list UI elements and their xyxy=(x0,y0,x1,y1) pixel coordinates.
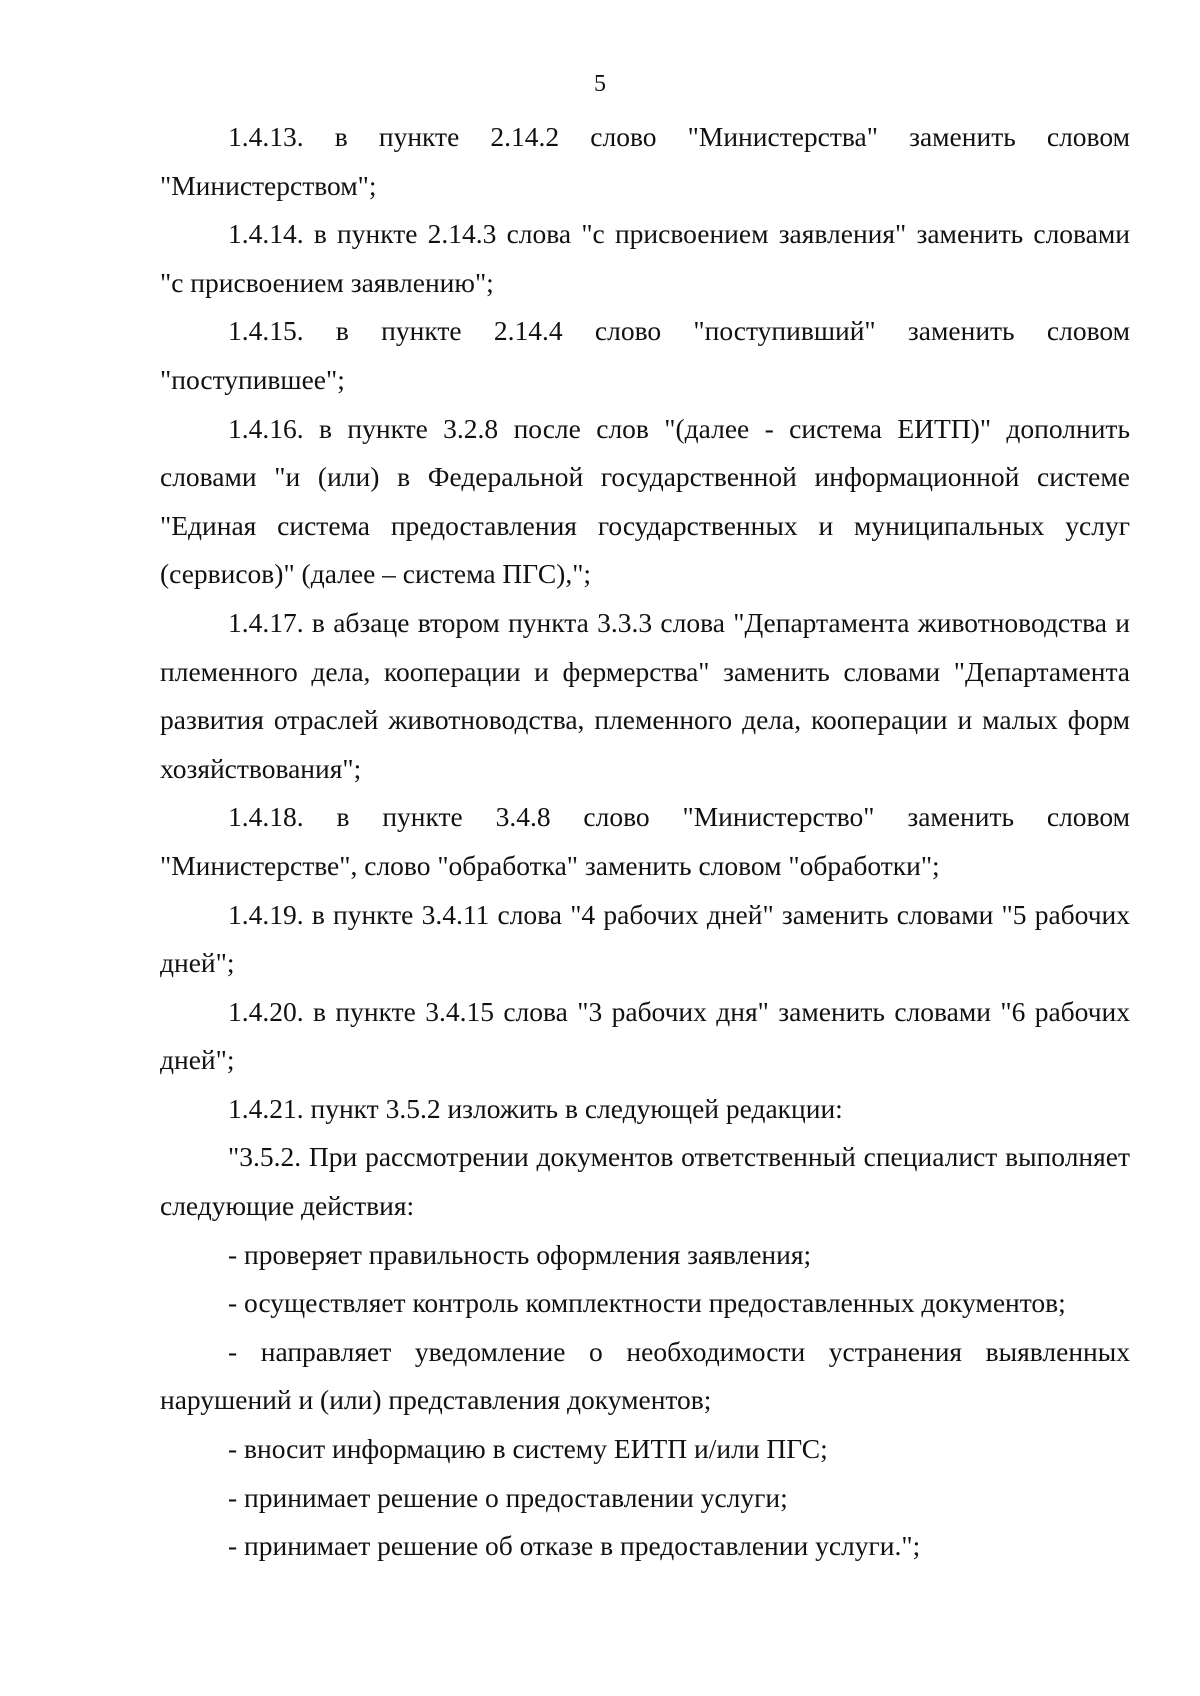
paragraph-1-4-17: 1.4.17. в абзаце втором пункта 3.3.3 слова "Департамента животноводства и племенного дела, кооперации и фермерства" заменить словами "Департамента развития отраслей животноводства, племенного дела, кооперации и малых форм хозяйствования"; xyxy=(160,606,1130,784)
paragraph-1-4-14: 1.4.14. в пункте 2.14.3 слова "с присвоением заявления" заменить словами "с присвоением заявлению"; xyxy=(160,218,1130,298)
page-number: 5 xyxy=(594,71,606,97)
document-body xyxy=(160,113,1130,1571)
paragraph-3-5-2: "3.5.2. При рассмотрении документов ответственный специалист выполняет следующие действия: xyxy=(160,1141,1130,1222)
paragraph-1-4-16: 1.4.16. в пункте 3.2.8 после слов "(далее - система ЕИТП)" дополнить словами "и (или) в Федеральной государственной информационной системе "Единая система предоставления государственных и муниципальных услуг (сервисов)" (далее – система ПГС),"; xyxy=(160,412,1130,590)
paragraph-1-4-21: 1.4.21. пункт 3.5.2 изложить в следующей редакции: xyxy=(228,1092,843,1124)
paragraph-1-4-13: 1.4.13. в пункте 2.14.2 слово "Министерства" заменить словом "Министерством"; xyxy=(160,121,1130,201)
paragraph-1-4-19: 1.4.19. в пункте 3.4.11 слова "4 рабочих дней" заменить словами "5 рабочих дней"; xyxy=(160,898,1130,979)
list-item: - проверяет правильность оформления заявления; xyxy=(228,1238,812,1270)
list-item: - принимает решение о предоставлении услуги; xyxy=(228,1481,788,1513)
list-item: - направляет уведомление о необходимости устранения выявленных нарушений и (или) представления документов; xyxy=(160,1335,1130,1416)
list-item: - вносит информацию в систему ЕИТП и/или ПГС; xyxy=(228,1433,828,1465)
list-item: - принимает решение об отказе в предоставлении услуги."; xyxy=(228,1530,921,1562)
list-item: - осуществляет контроль комплектности предоставленных документов; xyxy=(228,1287,1066,1319)
paragraph-1-4-18: 1.4.18. в пункте 3.4.8 слово "Министерство" заменить словом "Министерстве", слово "обработка" заменить словом "обработки"; xyxy=(160,801,1130,881)
paragraph-1-4-15: 1.4.15. в пункте 2.14.4 слово "поступивший" заменить словом "поступившее"; xyxy=(160,315,1130,395)
paragraph-1-4-20: 1.4.20. в пункте 3.4.15 слова "3 рабочих дня" заменить словами "6 рабочих дней"; xyxy=(160,995,1130,1076)
